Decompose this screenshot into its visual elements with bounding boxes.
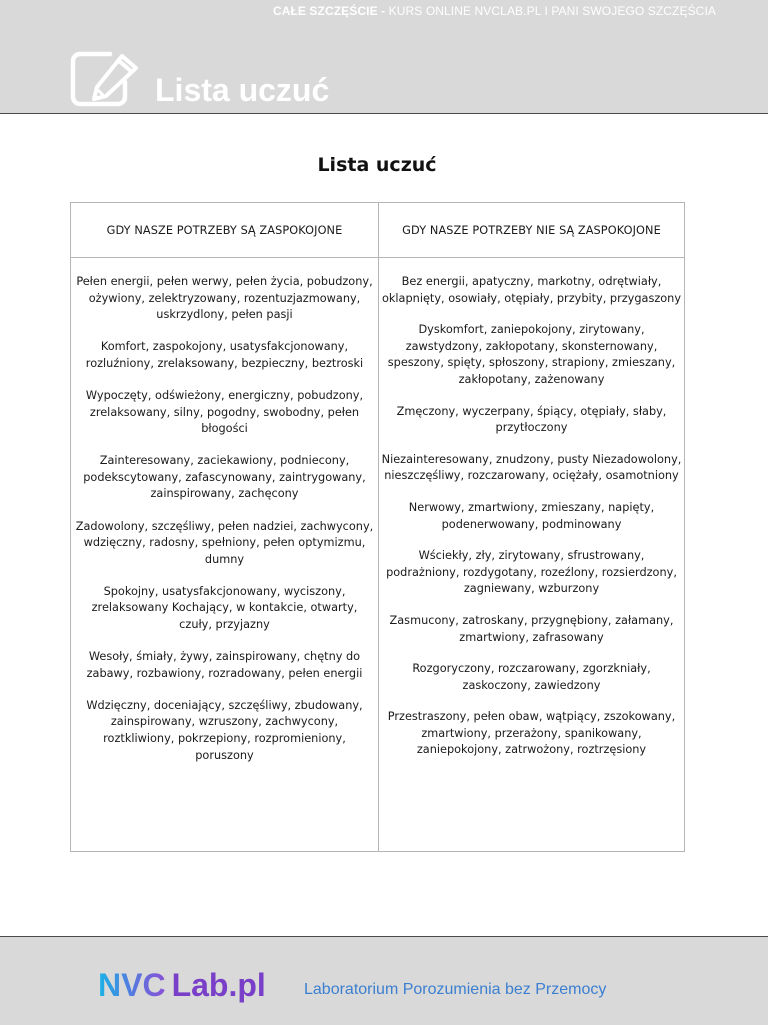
feeling-group: Wdzięczny, doceniający, szczęśliwy, zbudowany, zainspirowany, wzruszony, zachwycony, roztkliwiony, pokrzepiony, rozpromieniony, poruszony (86, 698, 363, 762)
feeling-group: Spokojny, usatysfakcjonowany, wyciszony, zrelaksowany Kochający, w kontakcie, otwarty, czuły, przyjazny (91, 584, 358, 631)
course-line-rest: KURS ONLINE NVCLAB.PL I PANI SWOJEGO SZCZĘŚCIA (385, 4, 716, 18)
column-divider (378, 203, 379, 851)
feeling-group: Wypoczęty, odświeżony, energiczny, pobudzony, zrelaksowany, silny, pogodny, swobodny, pełen błogości (85, 388, 364, 436)
feeling-group: Komfort, zaspokojony, usatysfakcjonowany, rozluźniony, zrelaksowany, bezpieczny, beztroski (85, 340, 364, 370)
page-footer (0, 936, 768, 1025)
feeling-group: Zasmucony, zatroskany, przygnębiony, załamany, zmartwiony, zafrasowany (389, 613, 674, 644)
feeling-group: Bez energii, apatyczny, markotny, odrętwiały, oklapnięty, osowiały, otępiały, przybity, przygaszony (381, 275, 682, 305)
feeling-group: Wściekły, zły, zirytowany, sfrustrowany, podrażniony, rozdygotany, rozeźlony, rozsierdzony, zagniewany, wzburzony (386, 549, 677, 596)
feeling-group: Rozgoryczony, rozczarowany, zgorzkniały, zaskoczony, zawiedzony (412, 662, 651, 692)
course-line (273, 4, 716, 18)
footer-tagline: Laboratorium Porozumienia bez Przemocy (304, 981, 607, 998)
met-needs-column (75, 258, 374, 780)
feeling-group: Pełen energii, pełen werwy, pełen życia, pobudzony, ożywiony, zelektryzowany, rozentuzjazmowany, uskrzydlony, pełen pasji (76, 275, 373, 322)
logo-nvc-text: NVC (98, 967, 166, 1003)
feelings-table (70, 202, 685, 852)
unmet-needs-column (381, 258, 682, 774)
feeling-group: Zmęczony, wyczerpany, śpiący, otępiały, słaby, przytłoczony (396, 404, 667, 435)
edit-note-icon (70, 50, 146, 108)
page-header (0, 0, 768, 114)
feeling-group: Nerwowy, zmartwiony, zmieszany, napięty, podenerwowany, podminowany (408, 500, 655, 531)
logo-lab-text: Lab.pl (171, 967, 266, 1003)
header-title: Lista uczuć (155, 72, 330, 108)
course-line-bold: CAŁE SZCZĘŚCIE - (272, 4, 386, 18)
column-header-met-needs: GDY NASZE POTRZEBY SĄ ZASPOKOJONE (106, 223, 343, 237)
feeling-group: Zainteresowany, zaciekawiony, podniecony, podekscytowany, zafascynowany, zaintrygowany, zainspirowany, zachęcony (83, 454, 366, 501)
nvclab-logo (98, 967, 266, 1003)
column-header-unmet-needs: GDY NASZE POTRZEBY NIE SĄ ZASPOKOJONE (402, 223, 661, 237)
feeling-group: Wesoły, śmiały, żywy, zainspirowany, chętny do zabawy, rozbawiony, rozradowany, pełen energii (86, 650, 363, 680)
feeling-group: Niezainteresowany, znudzony, pusty Niezadowolony, nieszczęśliwy, rozczarowany, ociężały, osamotniony (381, 452, 682, 483)
feeling-group: Zadowolony, szczęśliwy, pełen nadziei, zachwycony, wdzięczny, radosny, spełniony, pełen optymizmu, dumny (75, 519, 374, 566)
feeling-group: Dyskomfort, zaniepokojony, zirytowany, zawstydzony, zakłopotany, skonsternowany, speszony, spięty, spłoszony, strapiony, zmieszany, zakłopotany, zażenowany (387, 323, 676, 386)
document-title: Lista uczuć (317, 154, 437, 176)
feeling-group: Przestraszony, pełen obaw, wątpiący, zszokowany, zmartwiony, przerażony, spanikowany, zaniepokojony, zatrwożony, roztrzęsiony (387, 710, 676, 757)
